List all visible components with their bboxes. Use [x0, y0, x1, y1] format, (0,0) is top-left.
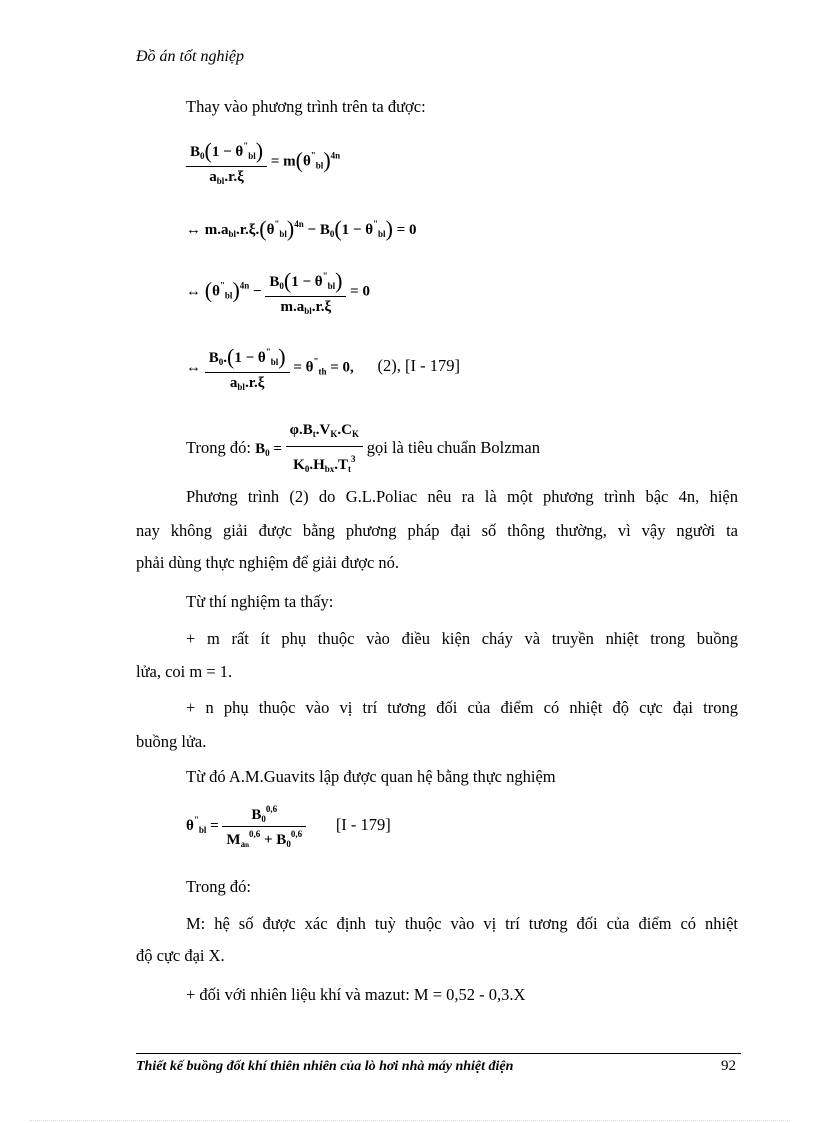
equation-4-reference: (2), [I - 179] — [377, 356, 461, 376]
equation-guavits-fraction: $\frac{B_0^{0,6}}{M_{an}^{0,6} + B_0^{0,6}}$ — [222, 804, 306, 849]
equation-guavits: $\theta^"_{bl}$ = $\frac{B_0^{0,6}}{M_{an}^{0,6} + B_0^{0,6}}$ [I - 179] — [186, 804, 391, 849]
page-header: Đồ án tốt nghiệp — [136, 48, 244, 65]
paragraph-5-line-2: buồng lửa. — [136, 732, 207, 751]
bolzman-definition — [186, 420, 540, 479]
equation-3-fraction: $\frac{B_0(1 - \theta^"_{bl})}{m.a_{bl}.r.\xi}$ — [265, 268, 346, 316]
paragraph-7-line-2: độ cực đại X. — [136, 946, 225, 965]
trong-do-label-1: Trong đó: — [186, 437, 251, 457]
page-bottom-dotted-rule — [30, 1120, 790, 1121]
paragraph-2-line-1: Phương trình (2) do G.L.Poliac nêu ra là một phương trình bậc 4n, hiện — [186, 487, 738, 506]
equation-2: ↔ $m.a_{bl}.r.\xi.(\theta^"_{bl})^{4n} - B_0(1 - \theta^"_{bl}) = 0$ — [186, 216, 417, 241]
paragraph-5-line-1: + n phụ thuộc vào vị trí tương đối của điểm có nhiệt độ cực đại trong — [186, 698, 738, 717]
footer-divider — [136, 1053, 741, 1054]
equation-1: $\frac{B_0(1 - \theta^"_{bl})}{a_{bl}.r.\xi}$ = $m(\theta^"_{bl})^{4n}$ — [186, 138, 340, 186]
equation-1-lhs-fraction: $\frac{B_0(1 - \theta^"_{bl})}{a_{bl}.r.\xi}$ — [186, 138, 267, 186]
paragraph-2-line-2: nay không giải được bằng phương pháp đại số thông thường, vì vậy người ta — [136, 521, 738, 540]
trong-do-label-2: Trong đó: — [186, 877, 251, 896]
paragraph-2-line-3: phải dùng thực nghiệm để giải được nó. — [136, 553, 400, 572]
page-number: 92 — [721, 1058, 736, 1074]
paragraph-7-line-1: M: hệ số được xác định tuỳ thuộc vào vị trí tương đối của điểm có nhiệt — [186, 914, 738, 933]
equation-4: ↔ $\frac{B_0.(1 - \theta^"_{bl})}{a_{bl}.r.\xi}$ = $\theta^"_{th} = 0$, (2), [I - 179] — [186, 344, 461, 392]
bolzman-formula: $B_0$ = $\frac{\varphi.B_t.V_K.C_K}{K_0.H_{bx}.T_t^3}$ — [255, 441, 367, 457]
paragraph-intro: Thay vào phương trình trên ta được: — [186, 97, 426, 116]
paragraph-4-line-2: lửa, coi m = 1. — [136, 662, 233, 681]
equation-3: ↔ $(\theta^"_{bl})^{4n}$ − $\frac{B_0(1 - \theta^"_{bl})}{m.a_{bl}.r.\xi}$ = 0 — [186, 268, 370, 316]
equation-4-fraction: $\frac{B_0.(1 - \theta^"_{bl})}{a_{bl}.r.\xi}$ — [205, 344, 290, 392]
paragraph-8: + đối với nhiên liệu khí và mazut: M = 0,52 - 0,3.X — [186, 985, 526, 1004]
paragraph-6: Từ đó A.M.Guavits lập được quan hệ bằng thực nghiệm — [186, 767, 556, 786]
paragraph-4-line-1: + m rất ít phụ thuộc vào điều kiện cháy và truyền nhiệt trong buồng — [186, 629, 738, 648]
bolzman-note: gọi là tiêu chuẩn Bolzman — [366, 437, 540, 457]
paragraph-3: Từ thí nghiệm ta thấy: — [186, 592, 334, 611]
equation-guavits-reference: [I - 179] — [335, 814, 391, 834]
footer-title: Thiết kế buồng đốt khí thiên nhiên của lò hơi nhà máy nhiệt điện — [136, 1059, 514, 1074]
